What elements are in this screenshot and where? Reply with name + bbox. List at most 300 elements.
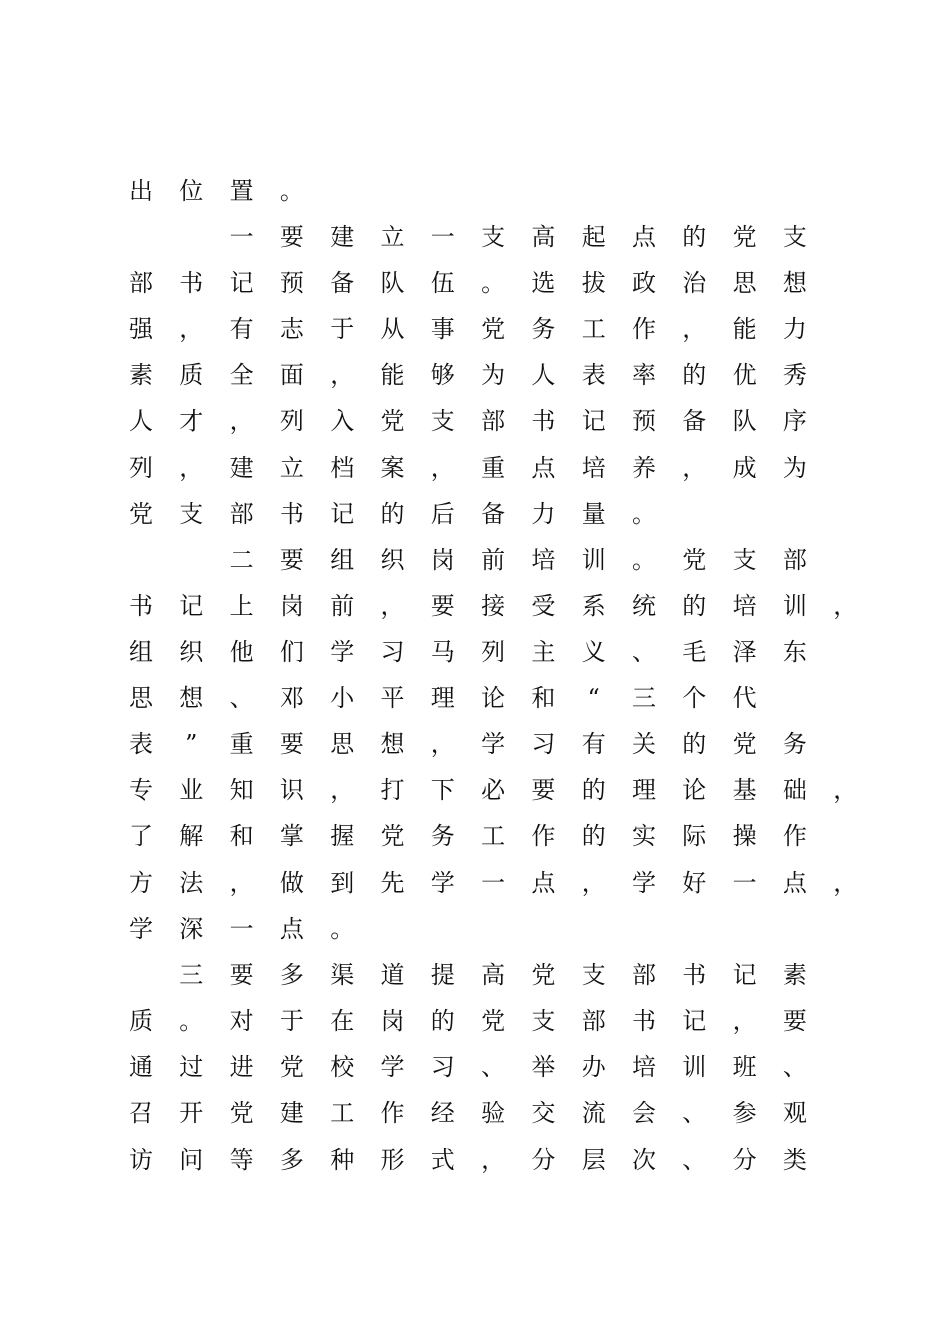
text-char: 接 (481, 592, 506, 620)
text-char: 、 (229, 684, 254, 712)
text-char: 础 (782, 776, 807, 804)
text-char: 做 (279, 869, 304, 897)
text-char: 支 (531, 1007, 556, 1035)
text-char: 习 (380, 638, 405, 666)
text-char: 力 (531, 500, 556, 528)
text-line (0, 214, 950, 260)
text-char: 训 (682, 1053, 707, 1081)
text-char: 前 (481, 546, 506, 574)
text-char: 成 (732, 454, 757, 482)
text-char: 培 (581, 454, 606, 482)
text-char: 解 (179, 822, 204, 850)
text-char: 班 (732, 1053, 757, 1081)
text-char: 想 (179, 684, 204, 712)
text-char: 东 (782, 638, 807, 666)
text-char: 起 (581, 223, 606, 251)
text-char: 治 (682, 269, 707, 297)
text-char: 率 (632, 361, 656, 389)
text-char: 档 (330, 454, 355, 482)
text-char: 办 (581, 1053, 606, 1081)
text-char: 秀 (782, 361, 807, 389)
text-char: 作 (380, 1099, 405, 1127)
text-char: 党 (732, 730, 757, 758)
text-char: 培 (632, 1053, 656, 1081)
text-char: 们 (279, 638, 304, 666)
text-char: ， (380, 592, 405, 620)
text-char: 党 (129, 500, 153, 528)
text-char: ， (732, 1007, 757, 1035)
text-line (0, 1090, 950, 1136)
text-char: 习 (531, 730, 556, 758)
text-char: “ (587, 684, 600, 712)
text-char: 事 (430, 315, 455, 343)
text-char: 列 (279, 407, 304, 435)
text-char: 到 (330, 869, 355, 897)
text-char: 表 (581, 361, 606, 389)
text-char: 思 (330, 730, 355, 758)
text-char: 实 (632, 822, 656, 850)
text-char: 邓 (279, 684, 304, 712)
text-char: 分 (531, 1146, 556, 1174)
text-line (0, 1044, 950, 1090)
text-char: 才 (179, 407, 204, 435)
text-char: 培 (531, 546, 556, 574)
text-char: 对 (229, 1007, 254, 1035)
text-char: 校 (330, 1053, 355, 1081)
text-char: 党 (380, 822, 405, 850)
text-char: ， (229, 869, 254, 897)
text-char: ， (833, 869, 858, 897)
text-char: 基 (732, 776, 757, 804)
text-char: 的 (581, 776, 606, 804)
text-char: 深 (179, 915, 204, 943)
text-char: 高 (531, 223, 556, 251)
text-line (0, 352, 950, 398)
text-char: 书 (531, 407, 556, 435)
text-char: 质 (129, 1007, 153, 1035)
text-line (0, 260, 950, 306)
text-char: 和 (531, 684, 556, 712)
text-char: 要 (279, 546, 304, 574)
text-char: 习 (430, 1053, 455, 1081)
text-char: 人 (531, 361, 556, 389)
text-char: 务 (430, 822, 455, 850)
text-char: 个 (682, 684, 707, 712)
text-char: 握 (330, 822, 355, 850)
text-char: 等 (229, 1146, 254, 1174)
text-char: 预 (632, 407, 656, 435)
text-char: 于 (330, 315, 355, 343)
text-char: 全 (229, 361, 254, 389)
text-char: 在 (330, 1007, 355, 1035)
text-char: ， (682, 454, 707, 482)
text-char: 系 (581, 592, 606, 620)
text-char: 通 (129, 1053, 153, 1081)
text-line (0, 583, 950, 629)
text-char: 方 (129, 869, 153, 897)
text-char: 观 (782, 1099, 807, 1127)
text-char: 的 (430, 1007, 455, 1035)
text-line (0, 998, 950, 1044)
text-char: 的 (682, 730, 707, 758)
text-char: 学 (330, 638, 355, 666)
text-char: 位 (179, 177, 204, 205)
text-char: 支 (481, 223, 506, 251)
text-char: 立 (279, 454, 304, 482)
text-char: 表 (129, 730, 153, 758)
text-line (0, 168, 950, 214)
text-char: 论 (682, 776, 707, 804)
text-char: 知 (229, 776, 254, 804)
text-char: 理 (632, 776, 656, 804)
text-char: 序 (782, 407, 807, 435)
text-char: 学 (481, 730, 506, 758)
text-char: 支 (782, 223, 807, 251)
text-char: 作 (632, 315, 656, 343)
text-char: 次 (632, 1146, 656, 1174)
text-char: 出 (129, 177, 153, 205)
text-char: 、 (682, 1099, 707, 1127)
text-char: 问 (179, 1146, 204, 1174)
text-char: 学 (129, 915, 153, 943)
text-char: 岗 (380, 1007, 405, 1035)
text-char: 记 (581, 407, 606, 435)
text-char: 的 (380, 500, 405, 528)
text-char: 记 (682, 1007, 707, 1035)
text-char: 支 (581, 961, 606, 989)
text-char: 一 (229, 223, 254, 251)
text-char: 义 (581, 638, 606, 666)
text-char: 备 (481, 500, 506, 528)
text-char: 毛 (682, 638, 707, 666)
text-char: 式 (430, 1146, 455, 1174)
text-char: 要 (782, 1007, 807, 1035)
text-char: 党 (229, 1099, 254, 1127)
text-char: 的 (682, 223, 707, 251)
text-char: 党 (481, 315, 506, 343)
text-char: 过 (179, 1053, 204, 1081)
text-char: 支 (732, 546, 757, 574)
text-char: 类 (782, 1146, 807, 1174)
text-char: 马 (430, 638, 455, 666)
text-char: 想 (782, 269, 807, 297)
text-char: 验 (481, 1099, 506, 1127)
text-char: 的 (682, 592, 707, 620)
text-char: 业 (179, 776, 204, 804)
text-char: ， (179, 454, 204, 482)
text-char: 学 (430, 869, 455, 897)
text-char: 组 (129, 638, 153, 666)
text-line (0, 445, 950, 491)
text-char: 织 (179, 638, 204, 666)
text-char: 组 (330, 546, 355, 574)
text-char: 部 (481, 407, 506, 435)
text-char: 。 (481, 269, 506, 297)
text-char: 。 (279, 177, 304, 205)
text-char: 道 (380, 961, 405, 989)
text-char: 种 (330, 1146, 355, 1174)
text-line (0, 1137, 950, 1183)
text-char: 渠 (330, 961, 355, 989)
text-line (0, 952, 950, 998)
text-char: 能 (732, 315, 757, 343)
text-char: 重 (481, 454, 506, 482)
text-char: 量 (581, 500, 606, 528)
text-char: 选 (531, 269, 556, 297)
text-char: 素 (782, 961, 807, 989)
text-char: 的 (581, 822, 606, 850)
text-char: 工 (581, 315, 606, 343)
text-char: 平 (380, 684, 405, 712)
text-char: 建 (229, 454, 254, 482)
text-char: 了 (129, 822, 153, 850)
text-char: 党 (481, 1007, 506, 1035)
text-char: 先 (380, 869, 405, 897)
text-line (0, 398, 950, 444)
text-char: 书 (129, 592, 153, 620)
text-char: ， (581, 869, 606, 897)
text-char: ， (179, 315, 204, 343)
text-char: 关 (632, 730, 656, 758)
text-char: 从 (380, 315, 405, 343)
text-char: 有 (581, 730, 606, 758)
text-char: 优 (732, 361, 757, 389)
text-char: 记 (179, 592, 204, 620)
text-char: 培 (732, 592, 757, 620)
text-char: 记 (732, 961, 757, 989)
text-char: 伍 (430, 269, 455, 297)
text-char: 能 (380, 361, 405, 389)
text-char: 作 (531, 822, 556, 850)
text-char: 党 (279, 1053, 304, 1081)
text-char: 强 (129, 315, 153, 343)
text-char: 建 (330, 223, 355, 251)
text-char: 务 (782, 730, 807, 758)
text-char: 置 (229, 177, 254, 205)
text-char: 举 (531, 1053, 556, 1081)
text-char: 分 (732, 1146, 757, 1174)
text-char: 形 (380, 1146, 405, 1174)
text-line (0, 306, 950, 352)
text-char: 力 (782, 315, 807, 343)
text-char: ， (430, 454, 455, 482)
text-char: 会 (632, 1099, 656, 1127)
text-char: 为 (481, 361, 506, 389)
text-char: 支 (430, 407, 455, 435)
text-char: 部 (129, 269, 153, 297)
text-char: 想 (380, 730, 405, 758)
text-char: 。 (179, 1007, 204, 1035)
text-char: 作 (782, 822, 807, 850)
text-char: 岗 (430, 546, 455, 574)
text-char: 层 (581, 1146, 606, 1174)
text-char: 要 (531, 776, 556, 804)
text-char: 进 (229, 1053, 254, 1081)
text-char: 点 (531, 454, 556, 482)
text-line (0, 675, 950, 721)
text-line (0, 860, 950, 906)
text-char: 部 (581, 1007, 606, 1035)
text-char: 一 (481, 869, 506, 897)
text-char: 拔 (581, 269, 606, 297)
text-char: 列 (481, 638, 506, 666)
text-char: 备 (682, 407, 707, 435)
text-char: 织 (380, 546, 405, 574)
text-char: 重 (229, 730, 254, 758)
text-char: 掌 (279, 822, 304, 850)
text-char: 学 (380, 1053, 405, 1081)
text-char: 部 (782, 546, 807, 574)
text-line (0, 767, 950, 813)
text-char: 专 (129, 776, 153, 804)
text-char: 支 (179, 500, 204, 528)
text-char: 召 (129, 1099, 153, 1127)
text-char: 点 (782, 869, 807, 897)
text-char: 点 (531, 869, 556, 897)
text-char: 党 (531, 961, 556, 989)
text-char: 党 (380, 407, 405, 435)
text-char: 岗 (279, 592, 304, 620)
text-char: 、 (682, 1146, 707, 1174)
text-char: 流 (581, 1099, 606, 1127)
text-char: 二 (229, 546, 254, 574)
text-char: 多 (279, 961, 304, 989)
text-char: 面 (279, 361, 304, 389)
text-char: 书 (179, 269, 204, 297)
text-char: 要 (279, 223, 304, 251)
text-char: 要 (430, 592, 455, 620)
text-char: 代 (732, 684, 757, 712)
text-char: 一 (732, 869, 757, 897)
text-char: 党 (732, 223, 757, 251)
text-char: 上 (229, 592, 254, 620)
text-char: 主 (531, 638, 556, 666)
text-char: 三 (632, 684, 656, 712)
text-char: 为 (782, 454, 807, 482)
text-char: 。 (632, 546, 656, 574)
text-char: 政 (632, 269, 656, 297)
text-char: ， (833, 592, 858, 620)
text-char: 一 (430, 223, 455, 251)
text-char: 人 (129, 407, 153, 435)
text-char: 他 (229, 638, 254, 666)
text-char: 一 (229, 915, 254, 943)
text-char: 于 (279, 1007, 304, 1035)
text-char: 思 (732, 269, 757, 297)
text-char: 案 (380, 454, 405, 482)
text-char: 后 (430, 500, 455, 528)
text-char: 必 (481, 776, 506, 804)
text-char: ， (833, 776, 858, 804)
text-char: 好 (682, 869, 707, 897)
text-char: 要 (279, 730, 304, 758)
text-char: 队 (732, 407, 757, 435)
text-char: 部 (229, 500, 254, 528)
text-char: 访 (129, 1146, 153, 1174)
text-char: 际 (682, 822, 707, 850)
text-char: 训 (782, 592, 807, 620)
text-char: 党 (682, 546, 707, 574)
text-char: 部 (632, 961, 656, 989)
text-line (0, 537, 950, 583)
text-char: 统 (632, 592, 656, 620)
text-char: 记 (229, 269, 254, 297)
text-char: 下 (430, 776, 455, 804)
text-char: 立 (380, 223, 405, 251)
text-char: 识 (279, 776, 304, 804)
text-char: 提 (430, 961, 455, 989)
text-char: 、 (632, 638, 656, 666)
text-char: 操 (732, 822, 757, 850)
text-char: 训 (581, 546, 606, 574)
text-char: 务 (531, 315, 556, 343)
text-char: 参 (732, 1099, 757, 1127)
text-char: 工 (481, 822, 506, 850)
text-char: 素 (129, 361, 153, 389)
text-char: 和 (229, 822, 254, 850)
text-char: 高 (481, 961, 506, 989)
text-line (0, 813, 950, 859)
text-char: 队 (380, 269, 405, 297)
text-char: ， (481, 1146, 506, 1174)
text-char: ， (229, 407, 254, 435)
text-char: 泽 (732, 638, 757, 666)
text-char: ， (430, 730, 455, 758)
text-char: 列 (129, 454, 153, 482)
text-char: 点 (279, 915, 304, 943)
text-char: 工 (330, 1099, 355, 1127)
text-char: 要 (229, 961, 254, 989)
text-char: 。 (632, 500, 656, 528)
text-char: 思 (129, 684, 153, 712)
text-char: 多 (279, 1146, 304, 1174)
text-char: 理 (430, 684, 455, 712)
text-char: 法 (179, 869, 204, 897)
text-char: 受 (531, 592, 556, 620)
text-char: 书 (279, 500, 304, 528)
text-char: 小 (330, 684, 355, 712)
text-char: 点 (632, 223, 656, 251)
text-char: 入 (330, 407, 355, 435)
text-char: 养 (632, 454, 656, 482)
text-char: 前 (330, 592, 355, 620)
text-char: 书 (682, 961, 707, 989)
text-char: 备 (330, 269, 355, 297)
text-char: 的 (682, 361, 707, 389)
text-char: ， (330, 776, 355, 804)
text-char: 建 (279, 1099, 304, 1127)
text-char: 三 (179, 961, 204, 989)
text-char: 有 (229, 315, 254, 343)
text-char: 够 (430, 361, 455, 389)
text-char: 志 (279, 315, 304, 343)
text-char: ， (330, 361, 355, 389)
text-char: 质 (179, 361, 204, 389)
text-char: 打 (380, 776, 405, 804)
text-char: 书 (632, 1007, 656, 1035)
text-line (0, 491, 950, 537)
text-char: 。 (330, 915, 355, 943)
text-line (0, 906, 950, 952)
text-char: ， (682, 315, 707, 343)
text-char: 经 (430, 1099, 455, 1127)
text-char: ” (185, 730, 198, 758)
text-line (0, 721, 950, 767)
text-char: 、 (782, 1053, 807, 1081)
text-line (0, 629, 950, 675)
text-char: 开 (179, 1099, 204, 1127)
text-char: 记 (330, 500, 355, 528)
